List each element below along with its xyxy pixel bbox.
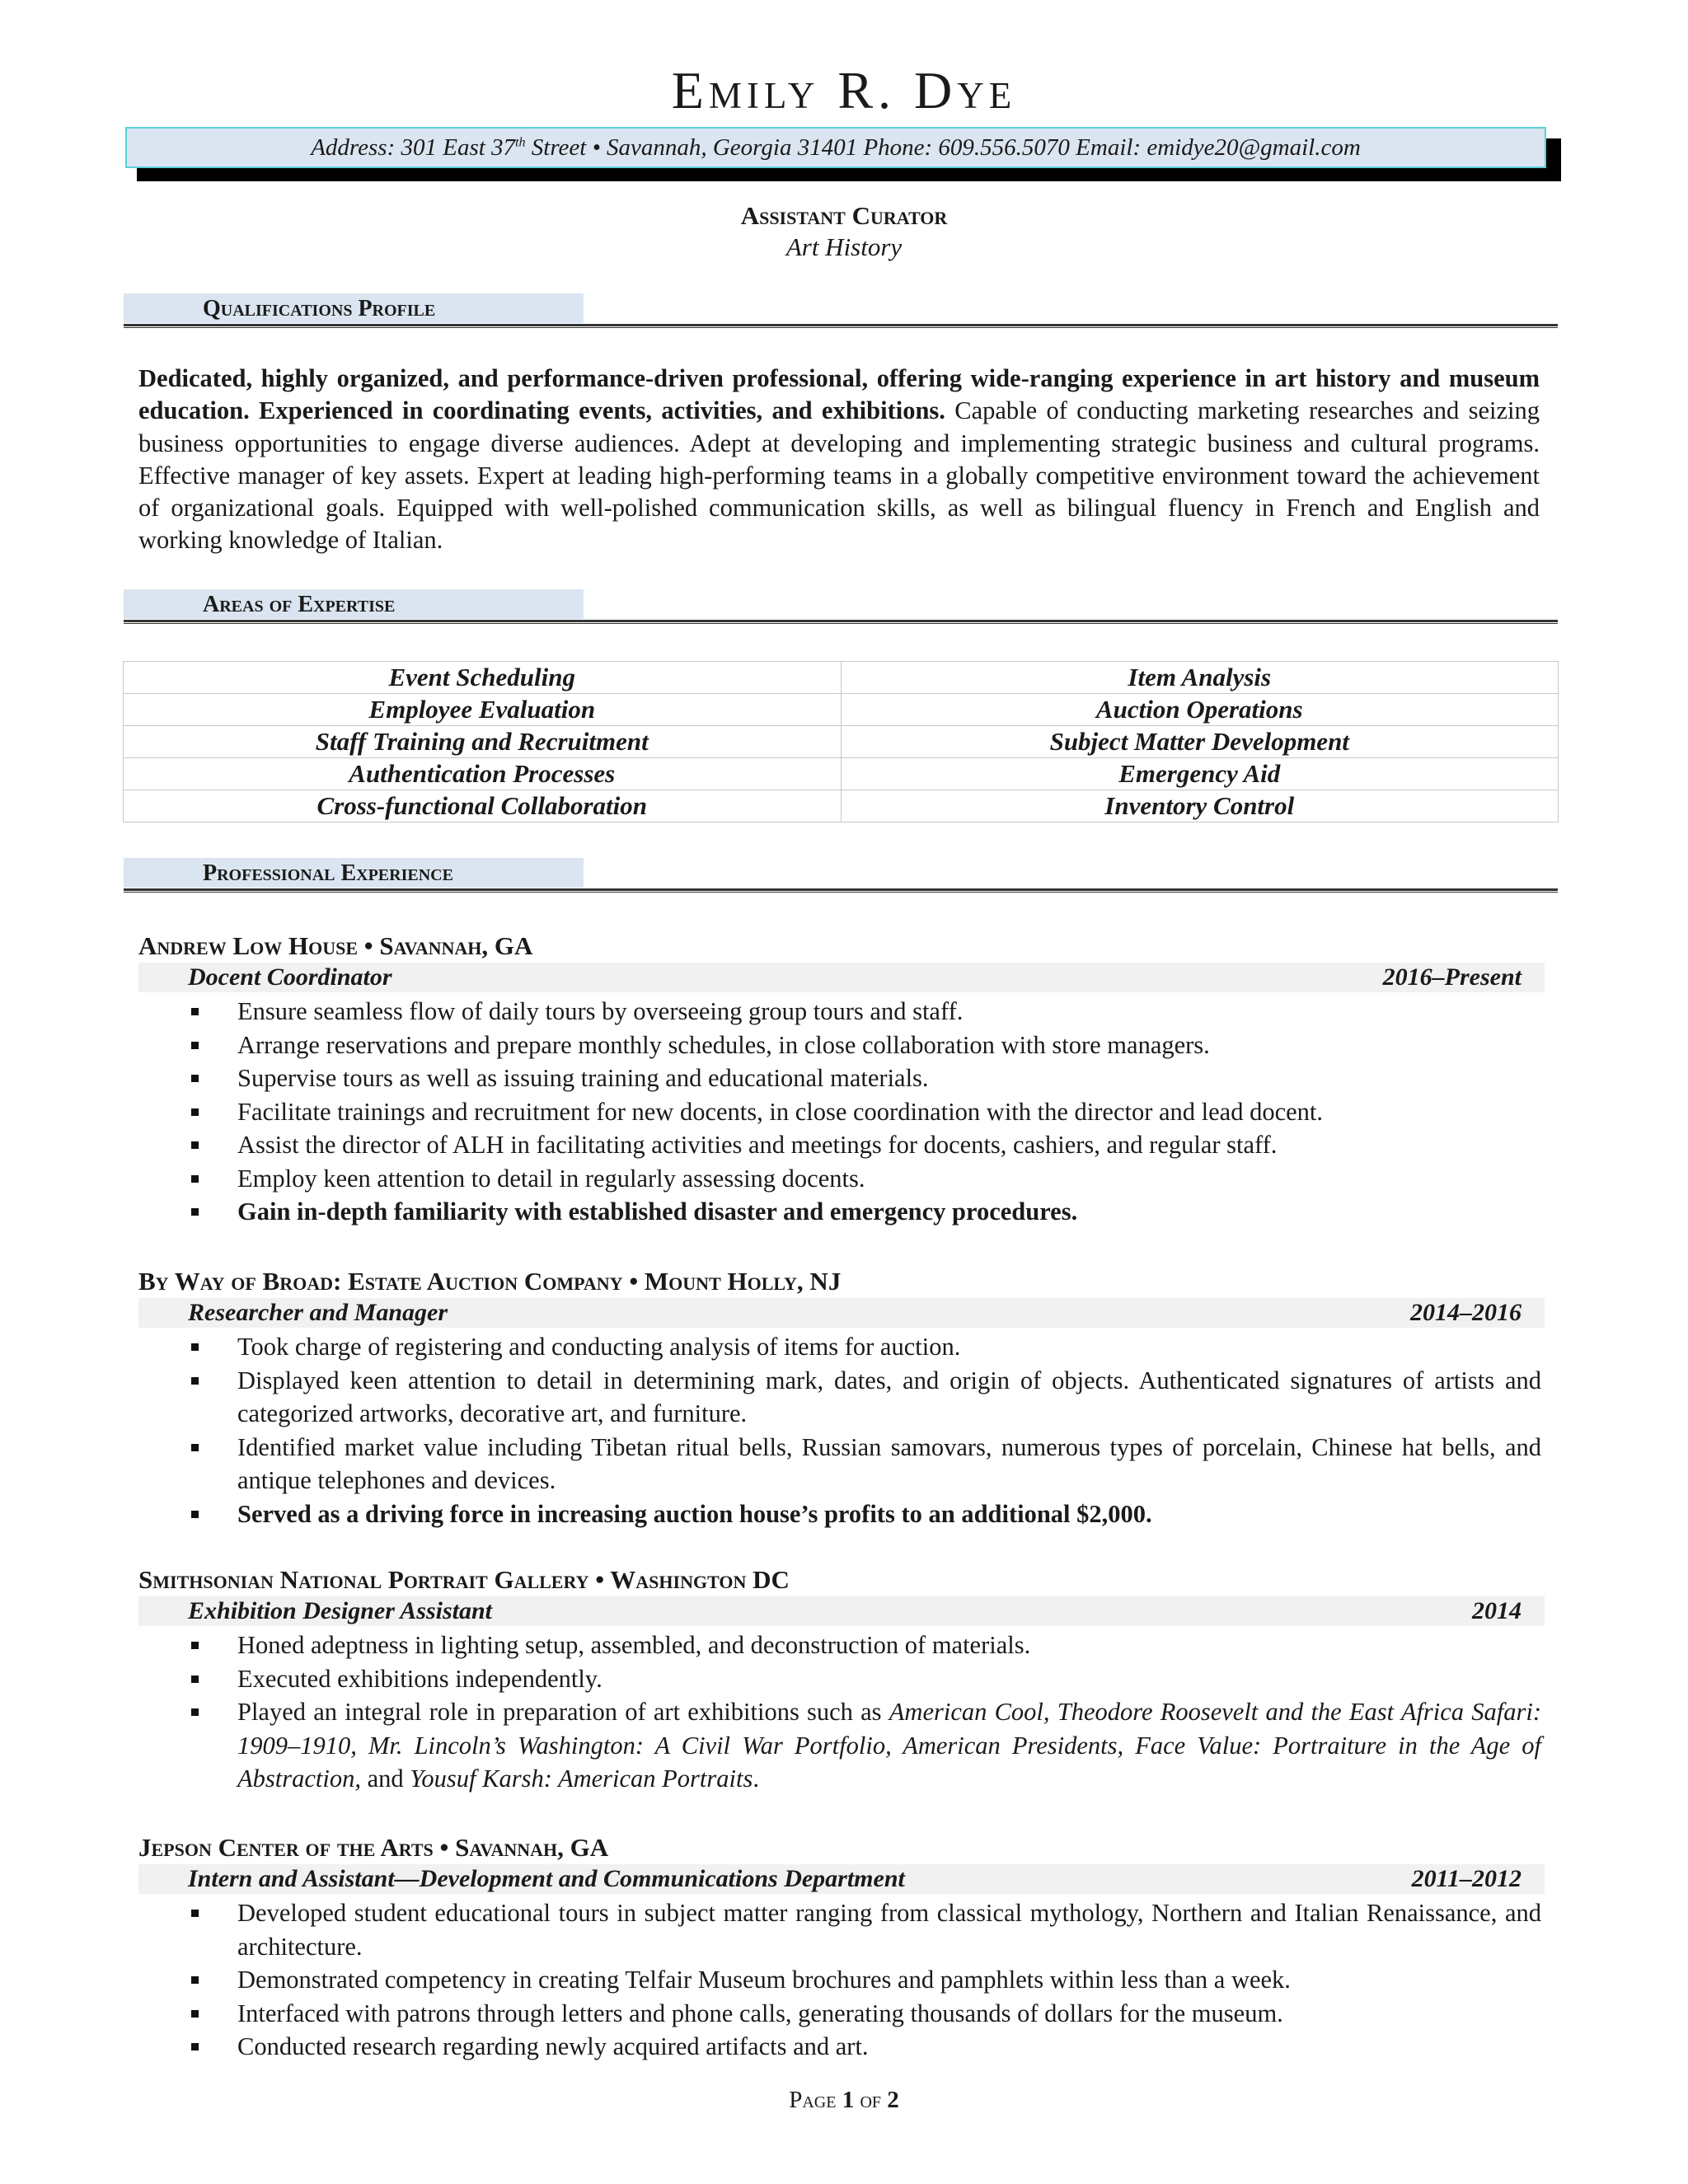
list-item: Interfaced with patrons through letters and phone calls, generating thousands of dollars for the museum. <box>138 1997 1541 2031</box>
list-item: Ensure seamless flow of daily tours by overseeing group tours and staff. <box>138 995 1541 1029</box>
expertise-item: Event Scheduling <box>124 662 842 694</box>
expertise-item: Staff Training and Recruitment <box>124 726 842 758</box>
expertise-row <box>124 790 1559 823</box>
job-role-bar <box>138 1298 1545 1328</box>
job-role: Intern and Assistant—Development and Communications Department <box>188 1865 905 1892</box>
job-company: Andrew Low House • Savannah, GA <box>138 931 533 960</box>
footer-page-total: 2 <box>887 2087 899 2113</box>
expertise-row <box>124 758 1559 790</box>
qualifications-paragraph <box>138 363 1540 557</box>
list-item <box>138 1695 1541 1796</box>
job-role-bar <box>138 1864 1545 1894</box>
list-item: Served as a driving force in increasing auction house’s profits to an additional $2,000. <box>138 1497 1541 1531</box>
job-dates: 2016–Present <box>1382 963 1522 991</box>
list-item: Assist the director of ALH in facilitating activities and meetings for docents, cashiers, and regular staff. <box>138 1128 1541 1162</box>
exhibition-titles: American Cool, Theodore Roosevelt and the East Africa Safari: 1909–1910, Mr. Lincoln’s Washington: A Civil War Portfolio, American Presidents, Face Value: Portraiture in the Age of Abstraction, <box>237 1698 1541 1793</box>
job-role-bar <box>138 963 1545 992</box>
exhibition-end: . <box>753 1765 759 1793</box>
expertise-item: Emergency Aid <box>841 758 1559 790</box>
list-item: Demonstrated competency in creating Telfair Museum brochures and pamphlets within less than a week. <box>138 1963 1541 1997</box>
list-item: Facilitate trainings and recruitment for new docents, in close coordination with the director and lead docent. <box>138 1095 1541 1129</box>
qualifications-bold-text: Dedicated, highly organized, and performance-driven professional, offering wide-ranging experience in art history and museum education. Experienced in coordinating events, activities, and exhibitions. <box>138 364 1540 425</box>
job-role-bar <box>138 1596 1545 1626</box>
list-item: Arrange reservations and prepare monthly schedules, in close collaboration with store managers. <box>138 1029 1541 1062</box>
expertise-item: Cross-functional Collaboration <box>124 790 842 823</box>
expertise-item: Authentication Processes <box>124 758 842 790</box>
section-heading-expertise: Areas of Expertise <box>124 589 584 619</box>
job-title: Assistant Curator <box>740 201 948 230</box>
job-dates: 2011–2012 <box>1411 1865 1522 1892</box>
section-heading-experience: Professional Experience <box>124 858 584 888</box>
list-item: Honed adeptness in lighting setup, assembled, and deconstruction of materials. <box>138 1629 1541 1662</box>
job-role: Researcher and Manager <box>188 1299 448 1326</box>
section-rule <box>124 888 1558 893</box>
job-role: Docent Coordinator <box>188 963 392 991</box>
section-rule <box>124 324 1558 328</box>
expertise-item: Item Analysis <box>841 662 1559 694</box>
list-item: Gain in-depth familiarity with established disaster and emergency procedures. <box>138 1195 1541 1229</box>
footer-page-number: 1 <box>842 2087 855 2113</box>
job-bullet-list <box>138 1629 1541 1796</box>
job-dates: 2014 <box>1472 1597 1522 1624</box>
expertise-item: Subject Matter Development <box>841 726 1559 758</box>
footer-of-word: of <box>854 2087 888 2113</box>
list-item: Identified market value including Tibetan ritual bells, Russian samovars, numerous types of porcelain, Chinese hat bells, and antique telephones and devices. <box>138 1431 1541 1497</box>
section-rule <box>124 620 1558 624</box>
list-item: Displayed keen attention to detail in determining mark, dates, and origin of objects. Authenticated signatures of artists and categorized artworks, decorative art, and furniture. <box>138 1364 1541 1431</box>
expertise-table <box>123 661 1559 823</box>
contact-superscript: th <box>515 135 526 150</box>
job-company: By Way of Broad: Estate Auction Company • Mount Holly, NJ <box>138 1267 842 1296</box>
contact-details: Street • Savannah, Georgia 31401 Phone: 609.556.5070 Email: emidye20@gmail.com <box>525 134 1361 161</box>
list-item: Conducted research regarding newly acquired artifacts and art. <box>138 2030 1541 2064</box>
job-bullet-list <box>138 1330 1541 1530</box>
list-item: Developed student educational tours in subject matter ranging from classical mythology, Northern and Italian Renaissance, and architecture. <box>138 1896 1541 1963</box>
contact-address-start: Address: 301 East 37 <box>311 134 516 161</box>
expertise-row <box>124 694 1559 726</box>
list-item: Took charge of registering and conducting analysis of items for auction. <box>138 1330 1541 1364</box>
list-item: Executed exhibitions independently. <box>138 1662 1541 1696</box>
job-bullet-list <box>138 1896 1541 2064</box>
list-item: Employ keen attention to detail in regularly assessing docents. <box>138 1162 1541 1196</box>
section-heading-qualifications: Qualifications Profile <box>124 293 584 323</box>
job-company: Smithsonian National Portrait Gallery • Washington DC <box>138 1565 790 1594</box>
job-bullet-list <box>138 995 1541 1229</box>
expertise-item: Inventory Control <box>841 790 1559 823</box>
expertise-row <box>124 662 1559 694</box>
list-item: Supervise tours as well as issuing training and educational materials. <box>138 1062 1541 1095</box>
expertise-row <box>124 726 1559 758</box>
job-company: Jepson Center of the Arts • Savannah, GA <box>138 1833 609 1862</box>
job-dates: 2014–2016 <box>1410 1299 1522 1326</box>
candidate-name: Emily R. Dye <box>671 61 1017 120</box>
job-subtitle: Art History <box>785 232 903 261</box>
expertise-item: Auction Operations <box>841 694 1559 726</box>
exhibition-lead-text: Played an integral role in preparation of art exhibitions such as <box>237 1698 889 1726</box>
footer-page-word: Page <box>789 2087 842 2113</box>
page-footer <box>0 2087 1688 2114</box>
qualifications-text: Capable of conducting marketing researches and seizing business opportunities to engage diverse audiences. Adept at developing and implementing strategic business and cultural programs. Effective manager of key assets. Expert at leading high-performing teams in a globally competitive environment toward the achievement of organizational goals. Equipped with well-polished communication skills, as well as bilingual fluency in French and English and working knowledge of Italian. <box>138 396 1540 555</box>
job-role: Exhibition Designer Assistant <box>188 1597 492 1624</box>
contact-bar <box>125 127 1546 168</box>
exhibition-join-text: and <box>360 1765 410 1793</box>
expertise-item: Employee Evaluation <box>124 694 842 726</box>
exhibition-last-title: Yousuf Karsh: American Portraits <box>410 1765 753 1793</box>
